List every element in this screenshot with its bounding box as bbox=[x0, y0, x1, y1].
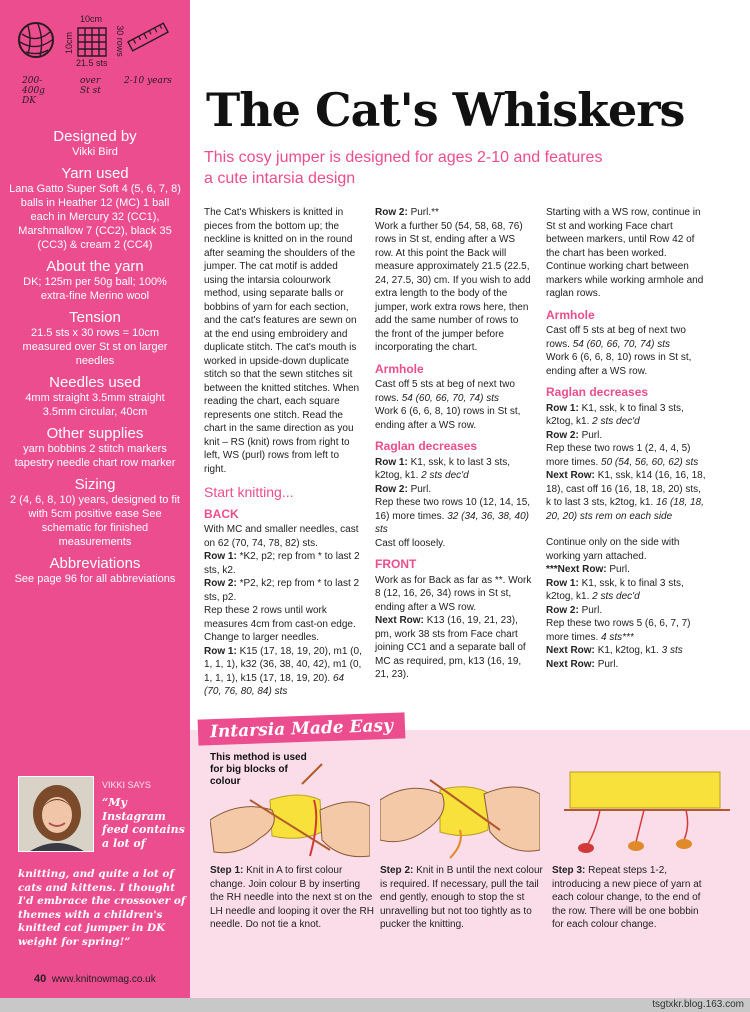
continue-side: Continue only on the side with working yarn attached. bbox=[546, 537, 680, 562]
section-abbreviations bbox=[8, 555, 182, 586]
row-text: *K2, p2; rep from * to last 2 sts, k2. bbox=[204, 551, 360, 576]
stitch-count: 2 sts dec'd bbox=[421, 470, 469, 481]
star-next-row bbox=[546, 563, 708, 577]
rep-text: Rep these two rows 10 (12, 14, 15, 16) more times. bbox=[375, 497, 531, 522]
section-heading: Needles used bbox=[49, 374, 141, 391]
row-label: Row 1: bbox=[546, 402, 579, 414]
armhole-text: Cast off 5 sts at beg of next two rows. bbox=[375, 379, 515, 404]
row-label: Row 2: bbox=[375, 483, 408, 495]
sidebar-sections bbox=[8, 122, 182, 586]
row-label: Row 1: bbox=[204, 551, 237, 562]
section-heading: Abbreviations bbox=[49, 555, 141, 572]
row-text: K13 (16, 19, 21, 23), pm, work 38 sts from Face chart joining CC1 and a separate ball of MC as required, pm, k13 (16, 19, 21, 23). bbox=[375, 615, 526, 680]
front-intro: Work as for Back as far as **. Work 8 (12, 16, 26, 34) rows in St st, ending after a WS row. bbox=[375, 574, 532, 613]
raglan-heading: Raglan decreases bbox=[546, 385, 649, 399]
section-text: See page 96 for all abbreviations bbox=[14, 573, 176, 585]
back-heading: BACK bbox=[204, 506, 239, 521]
stitch-count: 2 sts dec'd bbox=[592, 416, 640, 427]
section-text: Vikki Bird bbox=[72, 146, 118, 158]
back-rep: Rep these 2 rows until work measures 4cm from cast-on edge. Change to larger needles. bbox=[204, 605, 356, 643]
article-title: The Cat's Whiskers bbox=[206, 83, 685, 137]
step-1 bbox=[210, 864, 374, 932]
neck-next-row bbox=[546, 469, 708, 523]
front-heading: FRONT bbox=[375, 557, 417, 571]
stitch-count: 64 (70, 76, 80, 84) sts bbox=[204, 672, 345, 697]
row-text: Purl. bbox=[609, 564, 630, 575]
age-label: 2-10 years bbox=[124, 76, 172, 86]
section-heading: Other supplies bbox=[46, 425, 144, 442]
stitch-count: 2 sts dec'd bbox=[592, 591, 640, 602]
row-text: K15 (17, 18, 19, 20), m1 (0, 1, 1, 1), k32 (36, 38, 40, 42), m1 (0, 1, 1, 1), k15 (17, 18, 19, 20). bbox=[204, 645, 362, 684]
row-label: Row 1: bbox=[204, 645, 237, 657]
back-cast-on: With MC and smaller needles, cast on 62 (70, 74, 78, 82) sts. bbox=[204, 524, 359, 549]
designer-portrait bbox=[19, 777, 94, 852]
work-further: Work a further 50 (54, 58, 68, 76) rows in St st, ending after a WS row. At this point the Back will measure approximately 21.5 (22.5, 24, 27.5, 30) cm. If you wish to add extra length to the body of the jumper, work extra rows here, then add the same number of rows to the front of the jumper before incorporating the chart. bbox=[375, 220, 531, 353]
stitch-count: 32 (34, 36, 38, 40) sts bbox=[375, 510, 529, 535]
section-sizing bbox=[8, 476, 182, 549]
raglan-heading: Raglan decreases bbox=[375, 439, 478, 453]
step-text: Repeat steps 1-2, introducing a new piece of yarn at each colour change, to the end of the row. There will be one bobbin for each colour change. bbox=[552, 865, 702, 930]
section-designer bbox=[8, 128, 182, 159]
over-label: over St st bbox=[80, 76, 101, 96]
row-text: Purl. bbox=[410, 483, 432, 495]
bottom-strip bbox=[0, 998, 750, 1012]
row-label: Row 1: bbox=[546, 577, 579, 589]
rep-text: Rep these two rows 5 (6, 6, 7, 7) more times. bbox=[546, 618, 691, 643]
row-label: Row 2: bbox=[546, 429, 579, 441]
raglan-row-2 bbox=[546, 429, 708, 443]
raglan-row-1 bbox=[375, 456, 535, 483]
yarn-ball-icon bbox=[16, 20, 56, 60]
step-label: Step 3: bbox=[552, 865, 586, 876]
raglan-rep bbox=[375, 496, 535, 537]
stitch-count: 54 (60, 66, 70, 74) sts bbox=[401, 392, 499, 404]
step-2-illustration bbox=[380, 760, 540, 860]
start-knitting-heading: Start knitting... bbox=[204, 484, 294, 500]
grid-bottom-label: 21.5 sts bbox=[76, 58, 108, 68]
raglan-row-1 bbox=[546, 402, 708, 429]
stitch-count: 4 sts*** bbox=[601, 631, 634, 643]
final-row-1 bbox=[546, 644, 708, 658]
row-text: *P2, k2; rep from * to last 2 sts, p2. bbox=[204, 578, 360, 603]
rep-text: Rep these two rows 1 (2, 4, 4, 5) more times. bbox=[546, 443, 691, 468]
section-text: 2 (4, 6, 8, 10) years, designed to fit with 5cm positive ease See schematic for finished measurements bbox=[10, 494, 180, 548]
armhole-heading: Armhole bbox=[375, 361, 424, 376]
step-2 bbox=[380, 864, 544, 932]
sidebar bbox=[0, 0, 190, 998]
chart-instructions: Starting with a WS row, continue in St st and working Face chart between markers, until Row 42 of the chart has been worked. Continue working chart between markers while working armhole and raglan rows. bbox=[546, 207, 704, 299]
step-text: Knit in A to first colour change. Join colour B by inserting the RH needle into the next st on the LH needle and looping it over the RH needle. Do not tie a knot. bbox=[210, 865, 374, 930]
row-text: Purl. bbox=[597, 658, 619, 670]
step-1-illustration bbox=[210, 760, 370, 860]
row-text: K1, k2tog, k1. bbox=[597, 645, 659, 656]
back-row-1 bbox=[204, 550, 364, 577]
raglan-row-2 bbox=[375, 483, 535, 497]
grid-left-label: 10cm bbox=[64, 31, 75, 55]
section-text: yarn bobbins 2 stitch markers tapestry needle chart row marker bbox=[14, 443, 176, 469]
row-label: Row 2: bbox=[204, 578, 237, 589]
stitch-count: 16 (18, 18, 20, 20) sts rem on each side bbox=[546, 497, 704, 522]
column-1 bbox=[204, 206, 364, 699]
section-heading: Sizing bbox=[74, 476, 116, 493]
designer-photo bbox=[18, 776, 94, 852]
back-row-1b bbox=[204, 645, 364, 699]
row-label: Next Row: bbox=[546, 470, 595, 481]
row-label: ***Next Row: bbox=[546, 564, 607, 575]
step-text: Knit in B until the next colour is required. If necessary, pull the tail end gently, enough to stop the st unravelling but not too tightly as to pucker the knitting. bbox=[380, 865, 543, 930]
section-heading: Designed by bbox=[53, 128, 137, 145]
armhole-cast-off bbox=[375, 378, 535, 405]
row-label: Next Row: bbox=[375, 615, 424, 626]
says-label: VIKKI SAYS bbox=[102, 780, 151, 790]
row-text: Purl. bbox=[581, 429, 603, 441]
raglan-rep bbox=[546, 442, 708, 469]
step-label: Step 2: bbox=[380, 865, 414, 876]
weight-label: 200-400g DK bbox=[22, 76, 45, 106]
row-text: K1, ssk, k14 (16, 16, 18, 18), cast off 16 (16, 18, 18, 20) sts, k to last 3 sts, k2tog, k1. bbox=[546, 470, 706, 508]
section-yarn-used bbox=[8, 165, 182, 252]
back-row-2b bbox=[375, 206, 535, 220]
row-text: Purl. bbox=[581, 604, 603, 616]
section-text: DK; 125m per 50g ball; 100% extra-fine Merino wool bbox=[23, 276, 167, 302]
row-text: K1, ssk, k to last 3 sts, k2tog, k1. bbox=[375, 456, 511, 481]
step-label: Step 1: bbox=[210, 865, 244, 876]
front-next-row bbox=[375, 614, 535, 682]
armhole-text: Cast off 5 sts at beg of next two rows. bbox=[546, 325, 686, 350]
row-text: K1, ssk, k to final 3 sts, k2tog, k1. bbox=[546, 402, 684, 427]
row-text: Purl.** bbox=[410, 207, 439, 218]
intarsia-callout: This method is used for big blocks of colour bbox=[210, 752, 307, 787]
tension-grid-icon bbox=[76, 26, 108, 58]
section-heading: Tension bbox=[69, 309, 121, 326]
step-3-illustration bbox=[560, 760, 740, 860]
armhole-cast-off bbox=[546, 324, 708, 351]
section-heading: Yarn used bbox=[61, 165, 129, 182]
quote-long: knitting, and quite a lot of cats and kittens. I thought I'd embrace the crossover of themes with a children's knitted cat jumper in DK weight for spring!” bbox=[18, 868, 186, 948]
row-label: Next Row: bbox=[546, 645, 595, 656]
page-footer bbox=[34, 973, 156, 985]
intarsia-panel bbox=[190, 715, 750, 998]
section-needles bbox=[8, 374, 182, 419]
grid-top-label: 10cm bbox=[80, 14, 103, 24]
ruler-icon bbox=[126, 22, 170, 52]
raglan-cast-off: Cast off loosely. bbox=[375, 537, 446, 549]
row-text: K1, ssk, k to final 3 sts, k2tog, k1. bbox=[546, 577, 684, 602]
side-rep bbox=[546, 617, 708, 644]
row-label: Next Row: bbox=[546, 658, 595, 670]
armhole-work: Work 6 (6, 6, 8, 10) rows in St st, ending after a WS row. bbox=[375, 406, 521, 431]
back-row-2 bbox=[204, 577, 364, 604]
column-2 bbox=[375, 206, 535, 682]
intarsia-banner: Intarsia Made Easy bbox=[198, 712, 406, 745]
section-about-yarn bbox=[8, 258, 182, 303]
section-text: 4mm straight 3.5mm straight 3.5mm circular, 40cm bbox=[25, 392, 165, 418]
watermark: tsgtxkr.blog.163.com bbox=[652, 999, 744, 1010]
quote-short: “My Instagram feed contains a lot of bbox=[102, 796, 185, 850]
section-text: Lana Gatto Super Soft 4 (5, 6, 7, 8) balls in Heather 12 (MC) 1 ball each in Mercury 32 (CC1), Marshmallow 7 (CC2), black 35 (CC3) & cream 2 (CC4) bbox=[9, 183, 181, 251]
standfirst: This cosy jumper is designed for ages 2-10 and features a cute intarsia design bbox=[204, 149, 603, 187]
section-other-supplies bbox=[8, 425, 182, 470]
stitch-count: 50 (54, 56, 60, 62) sts bbox=[601, 456, 699, 468]
section-tension bbox=[8, 309, 182, 368]
stitch-count: 3 sts bbox=[661, 645, 683, 656]
row-label: Row 2: bbox=[375, 207, 408, 218]
section-heading: About the yarn bbox=[46, 258, 144, 275]
intro-paragraph: The Cat's Whiskers is knitted in pieces from the bottom up; the neckline is knitted on in the round after seaming the shoulders of the jumper. The cat motif is added using the intarsia colourwork method, using separate balls or bobbins of yarn for each section, and the cat's features are sewn on at the end using embroidery and duplicate stitch. The cat's mouth is worked in upside-down duplicate stitch so that the sewn stitches sit between the knitted stitches. When reading the chart, each square represents one stitch. Read the chart in the same direction as you knit – RS (knit) rows from right to left, WS (purl) rows from left to right. bbox=[204, 207, 360, 475]
section-text: 21.5 sts x 30 rows = 10cm measured over St st on larger needles bbox=[22, 327, 168, 367]
column-3 bbox=[546, 206, 708, 671]
website-label: www.knitnowmag.co.uk bbox=[51, 974, 156, 985]
step-3 bbox=[552, 864, 712, 932]
side-row-1 bbox=[546, 577, 708, 604]
armhole-work: Work 6 (6, 6, 8, 10) rows in St st, ending after a WS row. bbox=[546, 352, 692, 377]
final-row-2 bbox=[546, 658, 708, 672]
row-label: Row 2: bbox=[546, 604, 579, 616]
row-label: Row 1: bbox=[375, 456, 408, 468]
grid-right-label: 30 rows bbox=[114, 25, 125, 57]
page-number: 40 bbox=[34, 973, 47, 985]
side-row-2 bbox=[546, 604, 708, 618]
stitch-count: 54 (60, 66, 70, 74) sts bbox=[572, 338, 670, 350]
armhole-heading: Armhole bbox=[546, 307, 595, 322]
